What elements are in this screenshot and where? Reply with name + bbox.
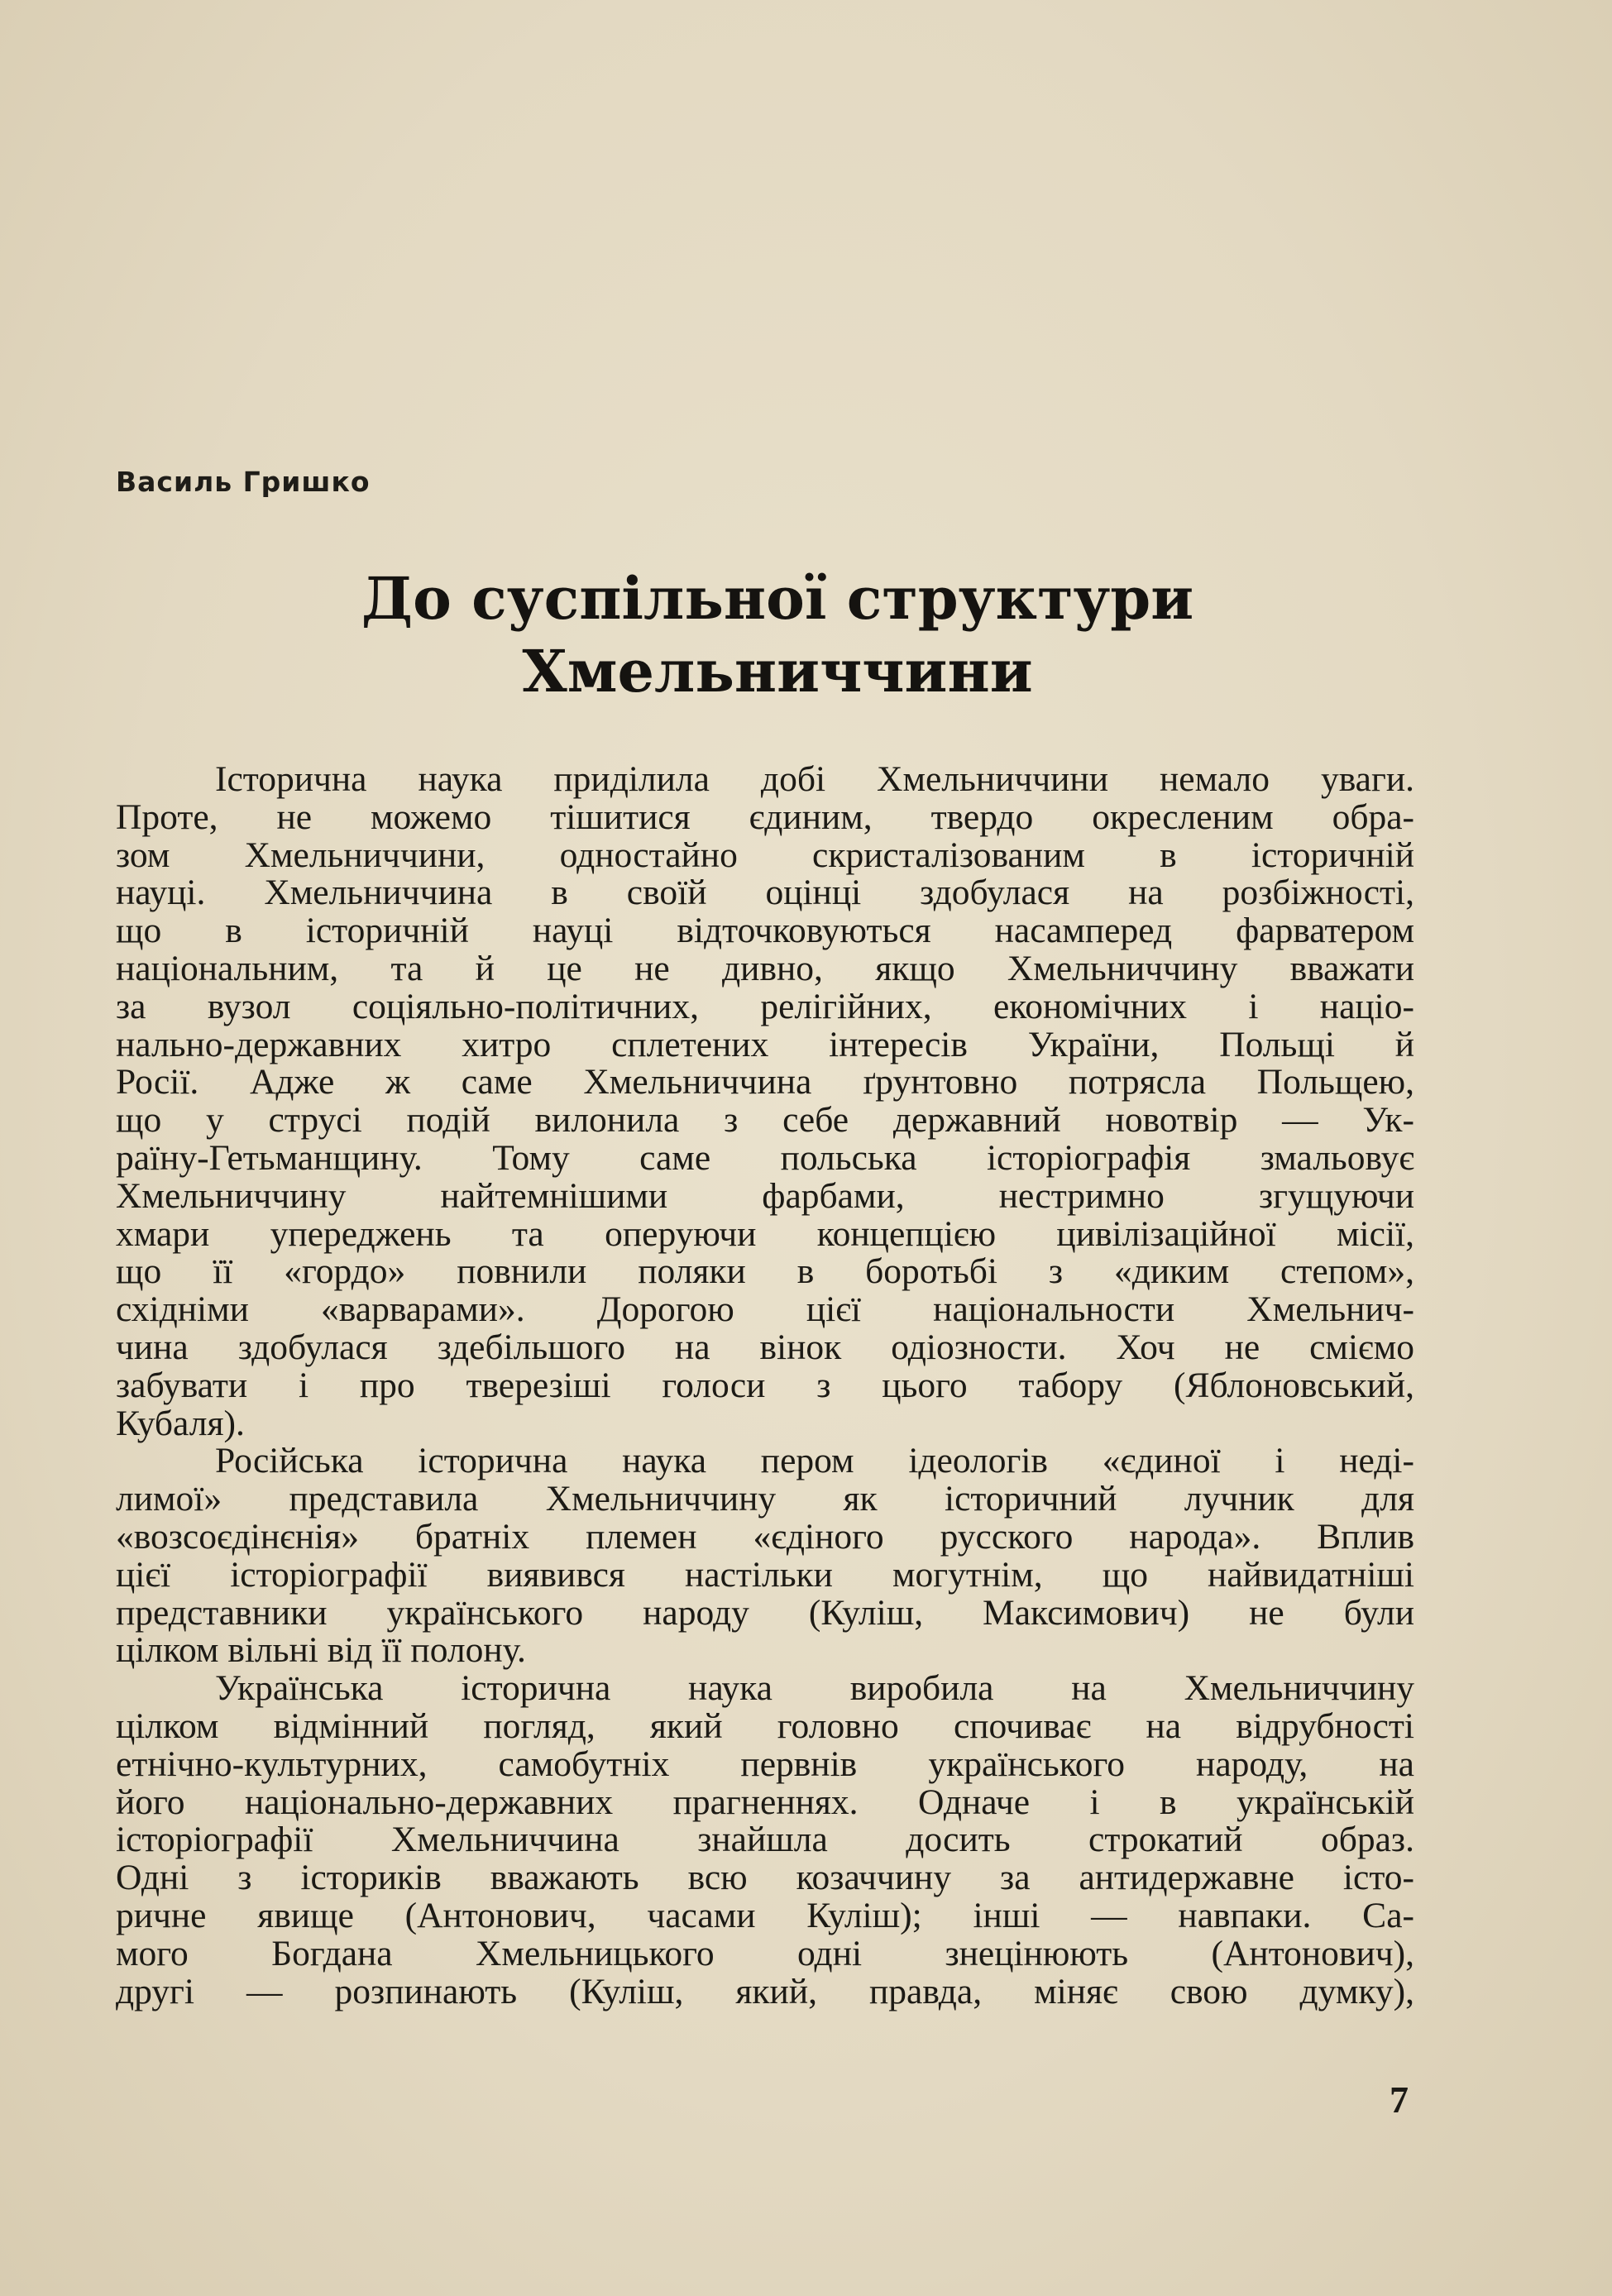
text-line: за вузол соціяльно-політичних, релігійних, економічних і націо-	[116, 986, 1414, 1026]
text-line: Українська історична наука виробила на Хмельниччину	[215, 1668, 1414, 1709]
text-line: раїну-Гетьманщину. Тому саме польська історіографія змальовує	[116, 1137, 1414, 1178]
text-line: що у струсі подій вилонила з себе державний новотвір — Ук-	[116, 1100, 1414, 1141]
text-line: Історична наука приділила добі Хмельниччини немало уваги.	[215, 759, 1414, 799]
text-line: Росії. Адже ж саме Хмельниччина ґрунтовно потрясла Польщею,	[116, 1062, 1414, 1103]
text-line: східніми «варварами». Дорогою цієї національности Хмельнич-	[116, 1289, 1414, 1330]
text-line: його національно-державних прагненнях. Одначе і в українській	[116, 1782, 1414, 1822]
text-line: Хмельниччину найтемнішими фарбами, нестримно згущуючи	[116, 1175, 1414, 1216]
text-line: представники українського народу (Куліш, Максимович) не були	[116, 1592, 1414, 1633]
text-line: Одні з істориків вважають всю козаччину за антидержавне істо-	[116, 1858, 1414, 1898]
text-line: забувати і про тверезіші голоси з цього табору (Яблоновський,	[116, 1365, 1414, 1405]
text-line: хмари упереджень та оперуючи концепцією цивілізаційної місії,	[116, 1213, 1414, 1254]
text-line: що в історичній науці відточковуються насамперед фарватером	[116, 911, 1414, 951]
text-line: «возсоєдінєнія» братніх племен «єдіного русского народа». Вплив	[116, 1516, 1414, 1557]
text-line: етнічно-культурних, самобутніх первнів українського народу, на	[116, 1744, 1414, 1784]
text-line: другі — розпинають (Куліш, який, правда, міняє свою думку),	[116, 1971, 1414, 2011]
text-line: ричне явище (Антонович, часами Куліш); інші — навпаки. Са-	[116, 1895, 1414, 1935]
text-line: науці. Хмельниччина в своїй оцінці здобулася на розбіжності,	[116, 873, 1414, 913]
text-line: Російська історична наука пером ідеологів «єдиної і неді-	[215, 1441, 1414, 1481]
text-line: нально-державних хитро сплетених інтересів України, Польщі й	[116, 1024, 1414, 1064]
text-line: чина здобулася здебільшого на вінок одіозности. Хоч не сміємо	[116, 1327, 1414, 1367]
text-line: мого Богдана Хмельницького одні знецінюють (Антонович),	[116, 1933, 1414, 1973]
paragraph	[116, 1442, 1414, 1670]
text-line: національним, та й це не дивно, якщо Хмельниччину вважати	[116, 948, 1414, 988]
text-line: що її «гордо» повнили поляки в боротьбі з «диким степом»,	[116, 1251, 1414, 1292]
text-line: лимої» представила Хмельниччину як історичний лучник для	[116, 1479, 1414, 1519]
article-title	[116, 562, 1439, 708]
article-body	[116, 761, 1414, 2011]
text-line: Проте, не можемо тішитися єдиним, твердо окресленим обра-	[116, 796, 1414, 837]
text-line: цієї історіографії виявився настільки могутнім, що найвидатніші	[116, 1554, 1414, 1595]
page-number: 7	[1390, 2078, 1409, 2121]
paragraph	[116, 1670, 1414, 2011]
title-line: До суспільної структури	[361, 564, 1194, 633]
text-line: історіографії Хмельниччина знайшла досить строкатий образ.	[116, 1820, 1414, 1860]
author-name: Василь Гришко	[116, 466, 371, 498]
text-line: цілком вільні від її полону.	[116, 1630, 526, 1671]
text-line: цілком відмінний погляд, який головно спочиває на відрубності	[116, 1705, 1414, 1746]
title-line: Хмельниччини	[522, 637, 1033, 706]
text-line: зом Хмельниччини, одностайно скристалізованим в історичній	[116, 835, 1414, 875]
text-line: Кубаля).	[116, 1403, 245, 1443]
paragraph	[116, 761, 1414, 1442]
